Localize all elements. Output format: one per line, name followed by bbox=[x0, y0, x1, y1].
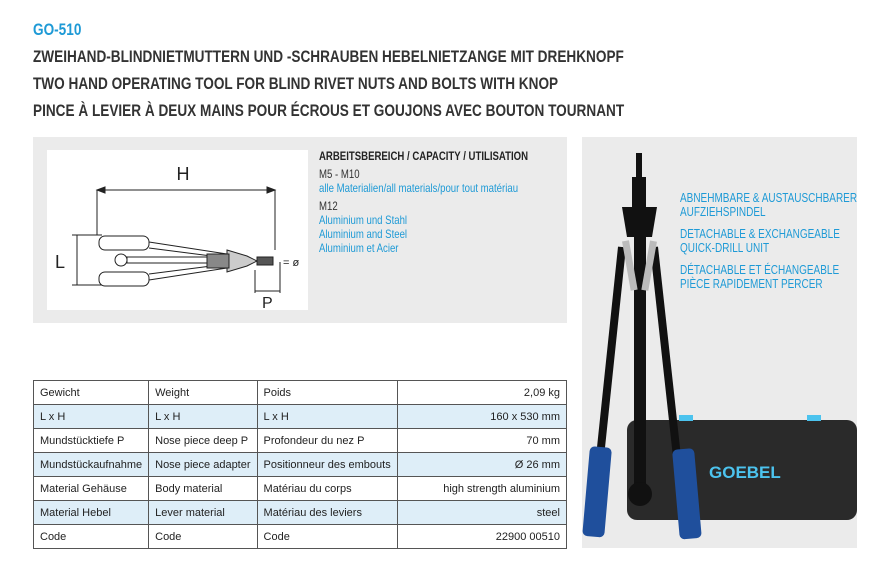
spec-label: Nose piece adapter bbox=[149, 453, 257, 477]
spec-label: Code bbox=[34, 525, 149, 549]
label-h: H bbox=[176, 164, 190, 184]
tool-drawing-icon bbox=[47, 150, 308, 310]
spec-label: Positionneur des embouts bbox=[257, 453, 397, 477]
label-p: P bbox=[262, 295, 273, 310]
label-diameter: = ø bbox=[283, 257, 300, 269]
spec-value: 160 x 530 mm bbox=[397, 405, 566, 429]
product-code: GO-510 bbox=[33, 20, 82, 39]
label-l: L bbox=[55, 252, 66, 272]
spec-value: 70 mm bbox=[397, 429, 566, 453]
spec-label: Gewicht bbox=[34, 381, 149, 405]
range-2-material: Aluminium and Steel bbox=[319, 227, 408, 241]
spec-label: Material Hebel bbox=[34, 501, 149, 525]
title-en: TWO HAND OPERATING TOOL FOR BLIND RIVET NUTS AND BOLTS WITH KNOP bbox=[33, 74, 559, 93]
range-2-material: Aluminium und Stahl bbox=[319, 213, 408, 227]
spec-label: Weight bbox=[149, 381, 257, 405]
spec-table bbox=[33, 380, 567, 549]
spec-value: steel bbox=[397, 501, 566, 525]
spec-label: Lever material bbox=[149, 501, 257, 525]
spec-row bbox=[34, 501, 567, 525]
spec-label: Profondeur du nez P bbox=[257, 429, 397, 453]
range-2: M12 bbox=[319, 199, 338, 213]
feature-fr: DÉTACHABLE ET ÉCHANGEABLE PIÈCE RAPIDEMENT PERCER bbox=[680, 263, 840, 291]
spec-value: high strength aluminium bbox=[397, 477, 566, 501]
title-de: ZWEIHAND-BLINDNIETMUTTERN UND -SCHRAUBEN HEBELNIETZANGE MIT DREHKNOPF bbox=[33, 47, 624, 66]
spec-row bbox=[34, 525, 567, 549]
dimension-drawing bbox=[47, 150, 308, 310]
spec-row bbox=[34, 405, 567, 429]
spec-label: L x H bbox=[34, 405, 149, 429]
spec-label: Material Gehäuse bbox=[34, 477, 149, 501]
spec-label: Code bbox=[149, 525, 257, 549]
range-1: M5 - M10 bbox=[319, 167, 360, 181]
capacity-info bbox=[319, 149, 528, 255]
spec-value: 2,09 kg bbox=[397, 381, 566, 405]
spec-label: Poids bbox=[257, 381, 397, 405]
range-1-materials: alle Materialien/all materials/pour tout matériau bbox=[319, 181, 519, 195]
case-logo: GOEBEL bbox=[709, 463, 781, 482]
feature-de: ABNEHMBARE & AUSTAUSCHBARER AUFZIEHSPINDEL bbox=[680, 191, 857, 219]
capacity-heading: ARBEITSBEREICH / CAPACITY / UTILISATION bbox=[319, 149, 529, 163]
spec-row bbox=[34, 453, 567, 477]
spec-label: Code bbox=[257, 525, 397, 549]
spec-label: Matériau du corps bbox=[257, 477, 397, 501]
spec-label: L x H bbox=[257, 405, 397, 429]
spec-value: 22900 00510 bbox=[397, 525, 566, 549]
spec-label: L x H bbox=[149, 405, 257, 429]
spec-row bbox=[34, 477, 567, 501]
spec-row bbox=[34, 429, 567, 453]
capacity-panel bbox=[33, 137, 567, 323]
spec-label: Body material bbox=[149, 477, 257, 501]
spec-value: Ø 26 mm bbox=[397, 453, 566, 477]
range-2-material: Aluminium et Acier bbox=[319, 241, 399, 255]
feature-en: DETACHABLE & EXCHANGEABLE QUICK-DRILL UNIT bbox=[680, 227, 840, 255]
title-fr: PINCE À LEVIER À DEUX MAINS POUR ÉCROUS ET GOUJONS AVEC BOUTON TOURNANT bbox=[33, 101, 625, 120]
spec-label: Matériau des leviers bbox=[257, 501, 397, 525]
feature-list bbox=[680, 191, 857, 299]
product-photo-panel bbox=[582, 137, 857, 548]
spec-row bbox=[34, 381, 567, 405]
spec-label: Nose piece deep P bbox=[149, 429, 257, 453]
spec-label: Mundstückaufnahme bbox=[34, 453, 149, 477]
spec-label: Mundstücktiefe P bbox=[34, 429, 149, 453]
